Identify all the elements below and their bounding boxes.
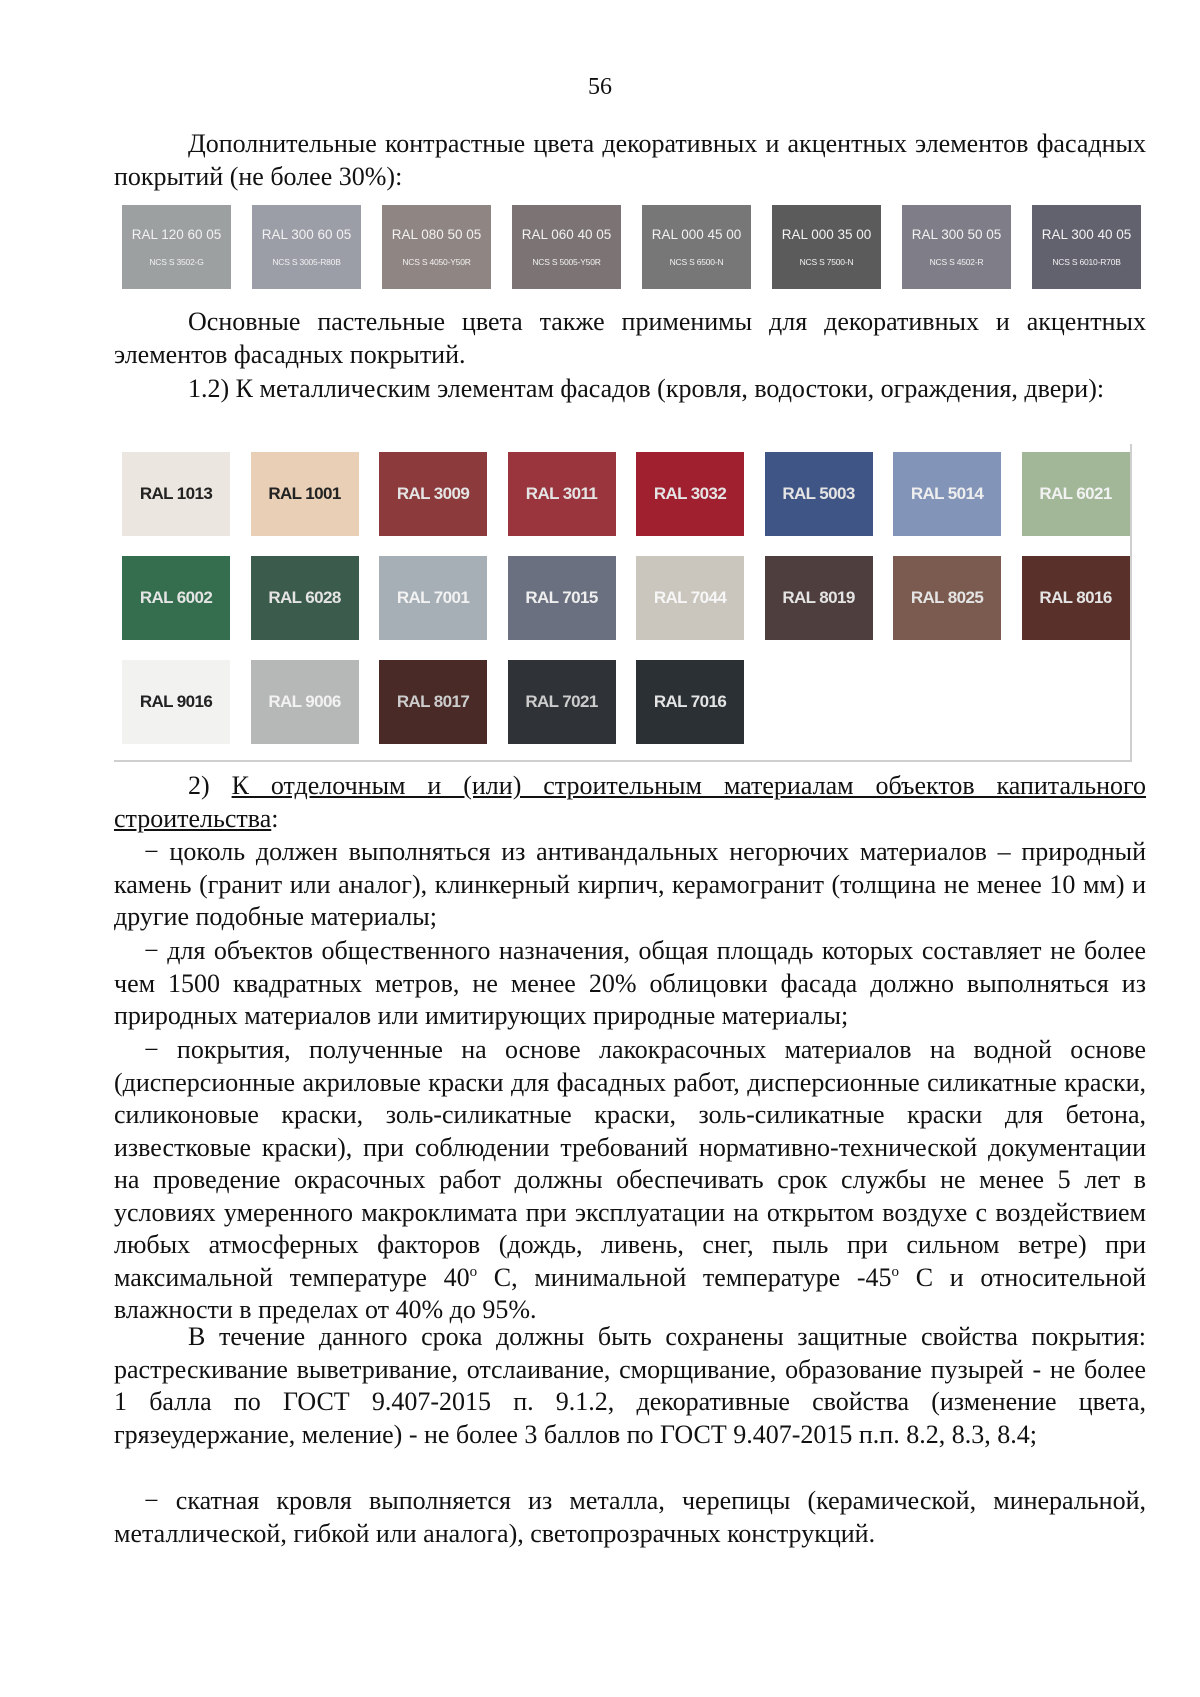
facade-swatch-ncs-code: NCS S 6010-R70B xyxy=(1052,257,1121,267)
protection-paragraph xyxy=(114,1321,1146,1451)
bullet-roofing-text: − скатная кровля выполняется из металла, черепицы (керамической, минеральной, металлической, гибкой или аналога), светопрозрачных конструкций. xyxy=(114,1486,1146,1548)
section-2-heading xyxy=(114,770,1146,835)
bullet-public-buildings-text: − для объектов общественного назначения, общая площадь которых составляет не более чем 1500 квадратных метров, не менее 20% облицовки фасада должно выполняться из природных материалов или имитирующих природные материалы; xyxy=(114,936,1146,1030)
metal-swatch: RAL 6002 xyxy=(122,556,230,640)
metal-swatch: RAL 8019 xyxy=(765,556,873,640)
facade-swatch-ral-code: RAL 000 45 00 xyxy=(651,227,742,242)
facade-swatch xyxy=(642,205,751,289)
bullet-plinth xyxy=(114,836,1146,934)
degree-sign-min: o xyxy=(891,1263,900,1280)
facade-swatch-ncs-code: NCS S 4050-Y50R xyxy=(402,257,471,267)
metal-swatch: RAL 1013 xyxy=(122,452,230,536)
facade-swatch-ral-code: RAL 000 35 00 xyxy=(781,227,872,242)
metal-swatch: RAL 7021 xyxy=(508,660,616,744)
metal-swatch: RAL 3009 xyxy=(379,452,487,536)
facade-swatch-ncs-code: NCS S 3005-R80B xyxy=(272,257,341,267)
facade-swatch xyxy=(252,205,361,289)
metal-swatch: RAL 3032 xyxy=(636,452,744,536)
facade-swatch xyxy=(1032,205,1141,289)
bullet-coatings-text-2: С, минимальной температуре -45 xyxy=(477,1262,892,1292)
facade-swatch xyxy=(772,205,881,289)
metal-swatch: RAL 9016 xyxy=(122,660,230,744)
metal-swatch: RAL 6021 xyxy=(1022,452,1130,536)
bullet-public-buildings xyxy=(114,935,1146,1033)
metal-swatch: RAL 5003 xyxy=(765,452,873,536)
bullet-coatings xyxy=(114,1034,1146,1327)
facade-swatch-ral-code: RAL 080 50 05 xyxy=(391,227,482,242)
metal-swatch: RAL 6028 xyxy=(251,556,359,640)
facade-swatch-ral-code: RAL 300 40 05 xyxy=(1041,227,1132,242)
facade-swatch-ncs-code: NCS S 7500-N xyxy=(799,257,854,267)
protection-text: В течение данного срока должны быть сохранены защитные свойства покрытия: растрескивание выветривание, отслаивание, сморщивание, образование пузырей - не более 1 балла по ГОСТ 9.407-2015 п. 9.1.2, декоративные свойства (изменение цвета, грязеудержание, меление) - не более 3 баллов по ГОСТ 9.407-2015 п.п. 8.2, 8.3, 8.4; xyxy=(114,1322,1146,1449)
facade-swatch-ral-code: RAL 060 40 05 xyxy=(521,227,612,242)
facade-swatch-ral-code: RAL 120 60 05 xyxy=(131,227,222,242)
intro-paragraph xyxy=(114,128,1146,193)
section-2-number: 2) xyxy=(188,771,210,800)
facade-swatch-ncs-code: NCS S 4502-R xyxy=(929,257,984,267)
bullet-coatings-text-3: С и относительной влажности в пределах от 40% до 95%. xyxy=(114,1262,1146,1324)
facade-swatch-ral-code: RAL 300 50 05 xyxy=(911,227,1002,242)
section-2-title: К отделочным и (или) строительным материалам объектов капитального строительства xyxy=(114,771,1147,833)
pastel-paragraph xyxy=(114,306,1146,371)
facade-color-palette xyxy=(122,205,1146,289)
metal-heading-paragraph xyxy=(114,373,1146,406)
facade-swatch xyxy=(382,205,491,289)
metal-heading-text: 1.2) К металлическим элементам фасадов (кровля, водостоки, ограждения, двери): xyxy=(188,374,1105,403)
metal-swatch: RAL 7001 xyxy=(379,556,487,640)
bullet-coatings-text-1: − покрытия, полученные на основе лакокрасочных материалов на водной основе (дисперсионные акриловые краски для фасадных работ, дисперсионные силикатные краски, силиконовые краски, золь-силикатные краски, золь-силикатные краски для бетона, известковые краски), при соблюдении требований нормативно-технической документации на проведение окрасочных работ должны обеспечивать срок службы не менее 5 лет в условиях умеренного макроклимата при эксплуатации на открытом воздухе с воздействием любых атмосферных факторов (дождь, ливень, снег, пыль при сильном ветре) при максимальной температуре 40 xyxy=(114,1035,1146,1292)
metal-swatch: RAL 3011 xyxy=(508,452,616,536)
page-number: 56 xyxy=(588,74,612,100)
section-2-suffix: : xyxy=(271,803,279,833)
metal-color-palette xyxy=(114,444,1132,762)
intro-text: Дополнительные контрастные цвета декоративных и акцентных элементов фасадных покрытий (не более 30%): xyxy=(114,129,1146,191)
facade-swatch-ncs-code: NCS S 5005-Y50R xyxy=(532,257,601,267)
facade-swatch-ncs-code: NCS S 3502-G xyxy=(149,257,204,267)
metal-swatch: RAL 8025 xyxy=(893,556,1001,640)
facade-swatch xyxy=(902,205,1011,289)
metal-swatch: RAL 8017 xyxy=(379,660,487,744)
pastel-text: Основные пастельные цвета также применимы для декоративных и акцентных элементов фасадных покрытий. xyxy=(114,307,1146,369)
metal-swatch: RAL 7015 xyxy=(508,556,616,640)
facade-swatch-ral-code: RAL 300 60 05 xyxy=(261,227,352,242)
metal-swatch: RAL 7044 xyxy=(636,556,744,640)
metal-swatch: RAL 1001 xyxy=(251,452,359,536)
facade-swatch xyxy=(122,205,231,289)
bullet-plinth-text: − цоколь должен выполняться из антивандальных негорючих материалов – природный камень (гранит или аналог), клинкерный кирпич, керамогранит (толщина не менее 10 мм) и другие подобные материалы; xyxy=(114,837,1146,931)
bullet-roofing xyxy=(114,1485,1146,1550)
facade-swatch-ncs-code: NCS S 6500-N xyxy=(669,257,724,267)
metal-swatch: RAL 5014 xyxy=(893,452,1001,536)
metal-swatch: RAL 8016 xyxy=(1022,556,1130,640)
degree-sign-max: o xyxy=(469,1263,478,1280)
metal-swatch: RAL 7016 xyxy=(636,660,744,744)
facade-swatch xyxy=(512,205,621,289)
metal-swatch: RAL 9006 xyxy=(251,660,359,744)
